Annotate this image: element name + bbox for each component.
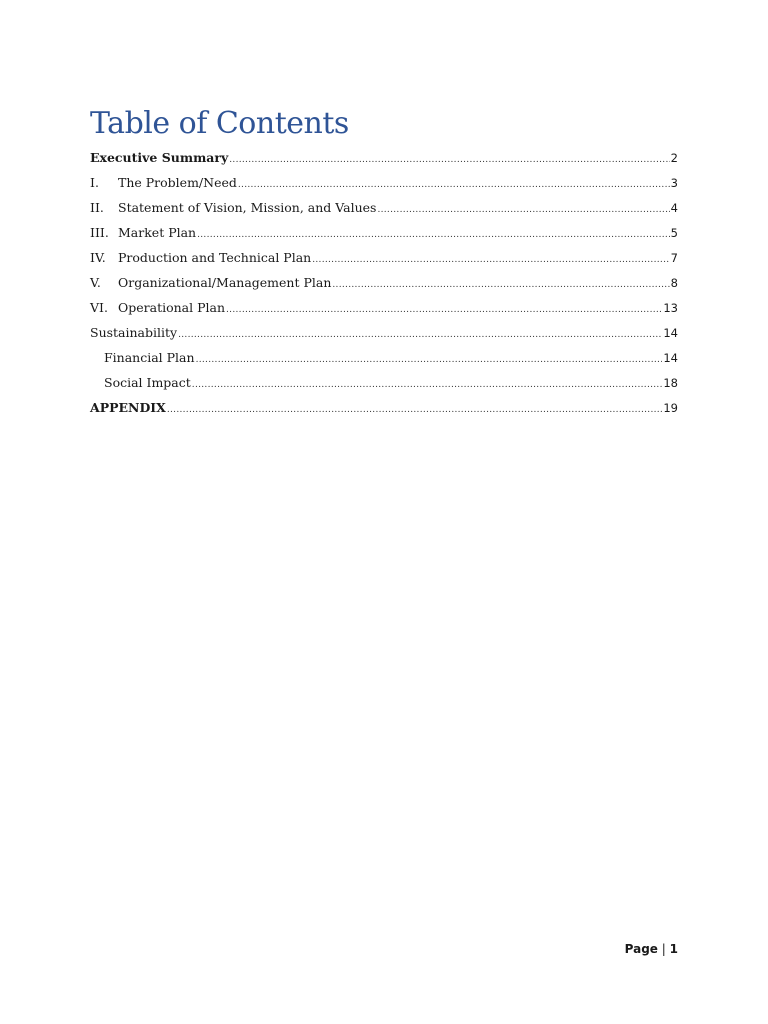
toc-entry-operational-plan[interactable] (90, 295, 678, 320)
toc-entry-market-plan[interactable] (90, 220, 678, 245)
toc-entry-number: III. (90, 225, 109, 240)
toc-entry-social-impact[interactable] (90, 370, 678, 395)
toc-entry-label: Statement of Vision, Mission, and Values (118, 200, 377, 215)
toc-list (90, 145, 678, 420)
toc-entry-page: 7 (670, 251, 678, 265)
toc-entry-label: Organizational/Management Plan (118, 275, 332, 290)
toc-entry-page: 14 (663, 351, 678, 365)
toc-entry-production-technical-plan[interactable] (90, 245, 678, 270)
toc-entry-page: 2 (670, 151, 678, 165)
toc-entry-page: 4 (670, 201, 678, 215)
toc-entry-executive-summary[interactable] (90, 145, 678, 170)
toc-entry-number: VI. (90, 300, 108, 315)
toc-entry-number: V. (90, 275, 101, 290)
toc-entry-page: 19 (663, 401, 678, 415)
toc-entry-label: Operational Plan (118, 300, 226, 315)
toc-dot-leader (377, 198, 669, 223)
toc-entry-page: 8 (670, 276, 678, 290)
footer-page-word: Page (624, 942, 658, 956)
toc-entry-label: Financial Plan (104, 350, 195, 365)
toc-dot-leader (312, 248, 669, 273)
toc-dot-leader (332, 273, 669, 298)
toc-entry-number: II. (90, 200, 104, 215)
footer-page-number: 1 (669, 942, 678, 956)
toc-entry-label: APPENDIX (90, 400, 166, 415)
toc-entry-page: 13 (663, 301, 678, 315)
toc-dot-leader (178, 323, 662, 348)
toc-dot-leader (196, 348, 663, 373)
toc-entry-label: Market Plan (118, 225, 197, 240)
toc-dot-leader (167, 398, 663, 423)
toc-entry-number: I. (90, 175, 99, 190)
toc-entry-number: IV. (90, 250, 106, 265)
toc-title: Table of Contents (90, 106, 349, 141)
toc-entry-problem-need[interactable] (90, 170, 678, 195)
toc-dot-leader (192, 373, 663, 398)
toc-entry-label: Sustainability (90, 325, 178, 340)
toc-entry-financial-plan[interactable] (90, 345, 678, 370)
toc-entry-label: Executive Summary (90, 150, 229, 165)
toc-entry-label: Production and Technical Plan (118, 250, 312, 265)
toc-entry-appendix[interactable] (90, 395, 678, 420)
toc-entry-page: 18 (663, 376, 678, 390)
toc-entry-page: 3 (670, 176, 678, 190)
toc-dot-leader (229, 148, 669, 173)
page-footer (625, 942, 678, 956)
toc-dot-leader (226, 298, 662, 323)
toc-entry-organizational-management-plan[interactable] (90, 270, 678, 295)
footer-separator: | (661, 942, 666, 956)
toc-entry-sustainability[interactable] (90, 320, 678, 345)
toc-entry-page: 5 (670, 226, 678, 240)
toc-entry-label: The Problem/Need (118, 175, 237, 190)
toc-entry-page: 14 (663, 326, 678, 340)
toc-entry-vision-mission-values[interactable] (90, 195, 678, 220)
toc-entry-label: Social Impact (104, 375, 191, 390)
